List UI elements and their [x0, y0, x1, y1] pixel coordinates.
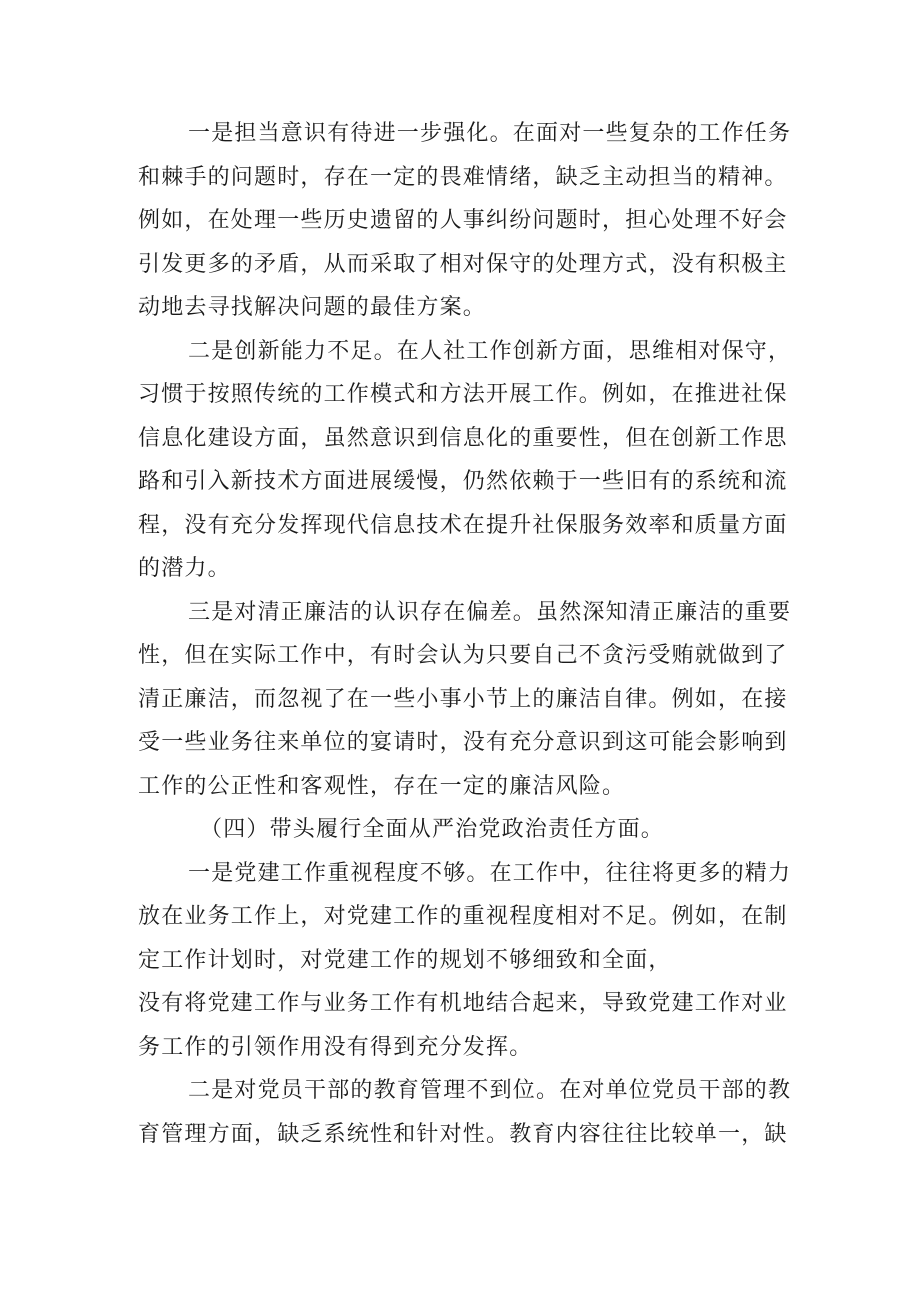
paragraph-line: 受一些业务往来单位的宴请时，没有充分意识到这可能会影响到 — [138, 730, 788, 755]
document-body — [138, 112, 802, 1156]
paragraph-line: 务工作的引领作用没有得到充分发挥。 — [138, 1034, 533, 1060]
paragraph-line: 一是担当意识有待进一步强化。在面对一些复杂的工作任务 — [188, 121, 792, 146]
paragraph-line: 程，没有充分发挥现代信息技术在提升社保服务效率和质量方面 — [138, 512, 788, 538]
paragraph-line: 例如，在处理一些历史遗留的人事纠纷问题时，担心处理不好会 — [138, 208, 788, 233]
paragraph-line: 定工作计划时，对党建工作的规划不够细致和全面， — [138, 947, 672, 973]
paragraph-line: 育管理方面，缺乏系统性和针对性。教育内容往往比较单一，缺 — [138, 1121, 788, 1147]
section-heading: （四）带头履行全面从严治党政治责任方面。 — [200, 817, 665, 842]
paragraph-line: 三是对清正廉洁的认识存在偏差。虽然深知清正廉洁的重要 — [188, 599, 792, 625]
paragraph-line: 放在业务工作上，对党建工作的重视程度相对不足。例如，在制 — [138, 904, 788, 929]
paragraph-line: 和棘手的问题时，存在一定的畏难情绪，缺乏主动担当的精神。 — [138, 164, 788, 190]
paragraph-line: 引发更多的矛盾，从而采取了相对保守的处理方式，没有积极主 — [138, 251, 788, 277]
paragraph-line: 二是对党员干部的教育管理不到位。在对单位党员干部的教 — [188, 1078, 792, 1103]
paragraph-line: 性，但在实际工作中，有时会认为只要自己不贪污受贿就做到了 — [138, 643, 788, 668]
paragraph-line: 动地去寻找解决问题的最佳方案。 — [138, 295, 487, 320]
paragraph-line: 清正廉洁，而忽视了在一些小事小节上的廉洁自律。例如，在接 — [138, 686, 788, 712]
paragraph-line: 二是创新能力不足。在人社工作创新方面，思维相对保守， — [188, 338, 792, 364]
paragraph-line: 习惯于按照传统的工作模式和方法开展工作。例如，在推进社保 — [138, 382, 788, 407]
paragraph-line: 的潜力。 — [138, 556, 231, 581]
paragraph-line: 一是党建工作重视程度不够。在工作中，往往将更多的精力 — [188, 860, 792, 886]
paragraph-line: 没有将党建工作与业务工作有机地结合起来，导致党建工作对业 — [138, 991, 788, 1016]
paragraph-line: 路和引入新技术方面进展缓慢，仍然依赖于一些旧有的系统和流 — [138, 469, 788, 494]
paragraph-line: 信息化建设方面，虽然意识到信息化的重要性，但在创新工作思 — [138, 425, 788, 451]
paragraph-line: 工作的公正性和客观性，存在一定的廉洁风险。 — [138, 773, 626, 799]
